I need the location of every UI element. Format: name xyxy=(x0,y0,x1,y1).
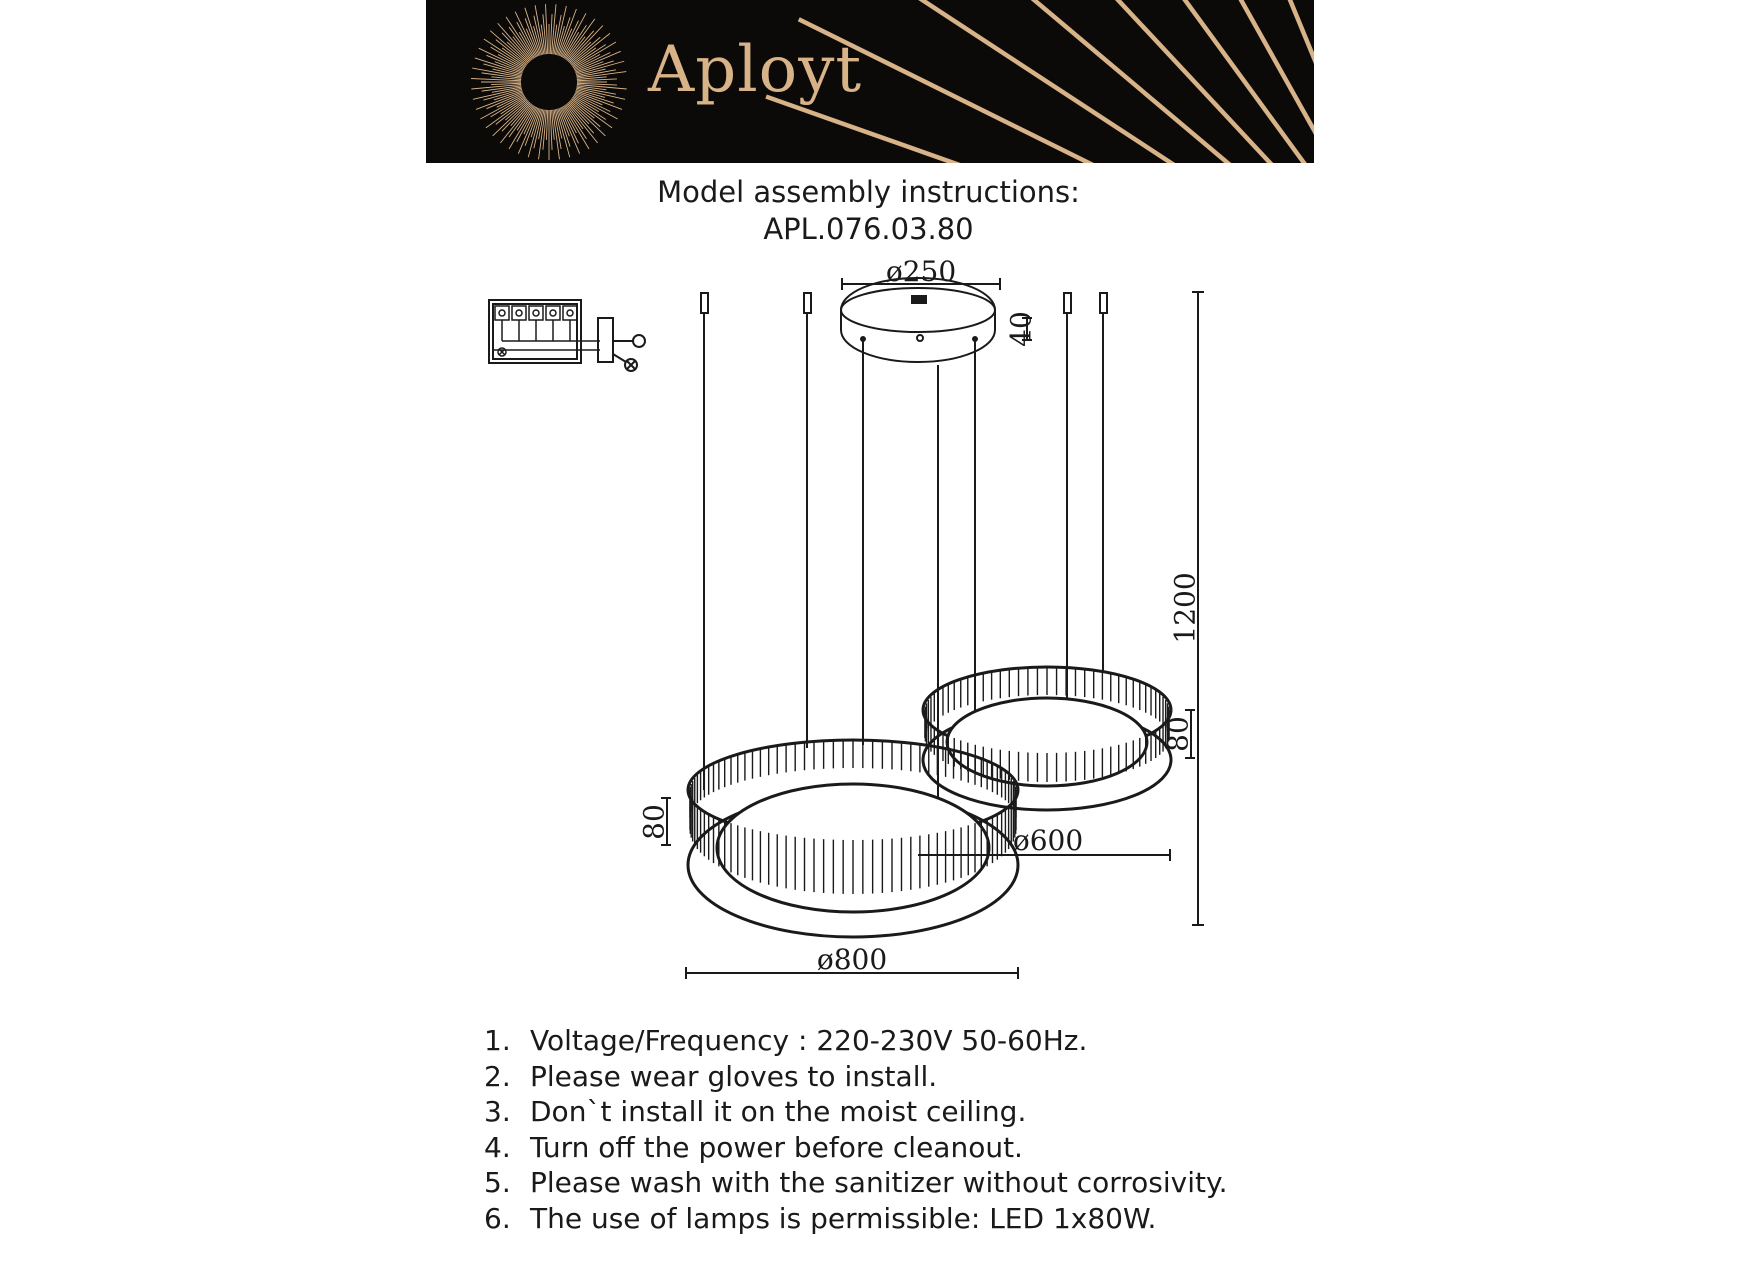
ceiling-canopy xyxy=(841,278,995,362)
small-ring-shade xyxy=(923,667,1171,810)
large-ring-shade xyxy=(688,740,1018,937)
large-ring-height-label: 80 xyxy=(637,804,671,840)
canopy-height-label: 40 xyxy=(1004,311,1038,347)
canopy-diameter-label: ø250 xyxy=(885,255,957,288)
instruction-item: 1. Voltage/Frequency : 220-230V 50-60Hz. xyxy=(484,1024,1088,1057)
instruction-item: 6. The use of lamps is permissible: LED 1x80W. xyxy=(484,1201,1157,1235)
model-number: APL.076.03.80 xyxy=(763,212,974,246)
title-line-1: Model assembly instructions: xyxy=(657,175,1080,209)
instructions-list xyxy=(484,1023,1227,1236)
small-ring-height-label: 80 xyxy=(1161,716,1195,752)
brand-logo-text: Aployt xyxy=(648,33,863,107)
small-ring-diameter-label: ø600 xyxy=(1012,824,1084,857)
instruction-item: 4. Turn off the power before cleanout. xyxy=(484,1130,1023,1164)
instruction-item: 5. Please wash with the sanitizer without corrosivity. xyxy=(484,1166,1228,1199)
wiring-diagram-icon xyxy=(489,300,645,371)
large-ring-diameter-label: ø800 xyxy=(816,943,888,976)
instruction-item: 2. Please wear gloves to install. xyxy=(484,1059,938,1093)
total-height-label: 1200 xyxy=(1168,572,1202,644)
instruction-item: 3. Don`t install it on the moist ceiling. xyxy=(484,1095,1027,1128)
